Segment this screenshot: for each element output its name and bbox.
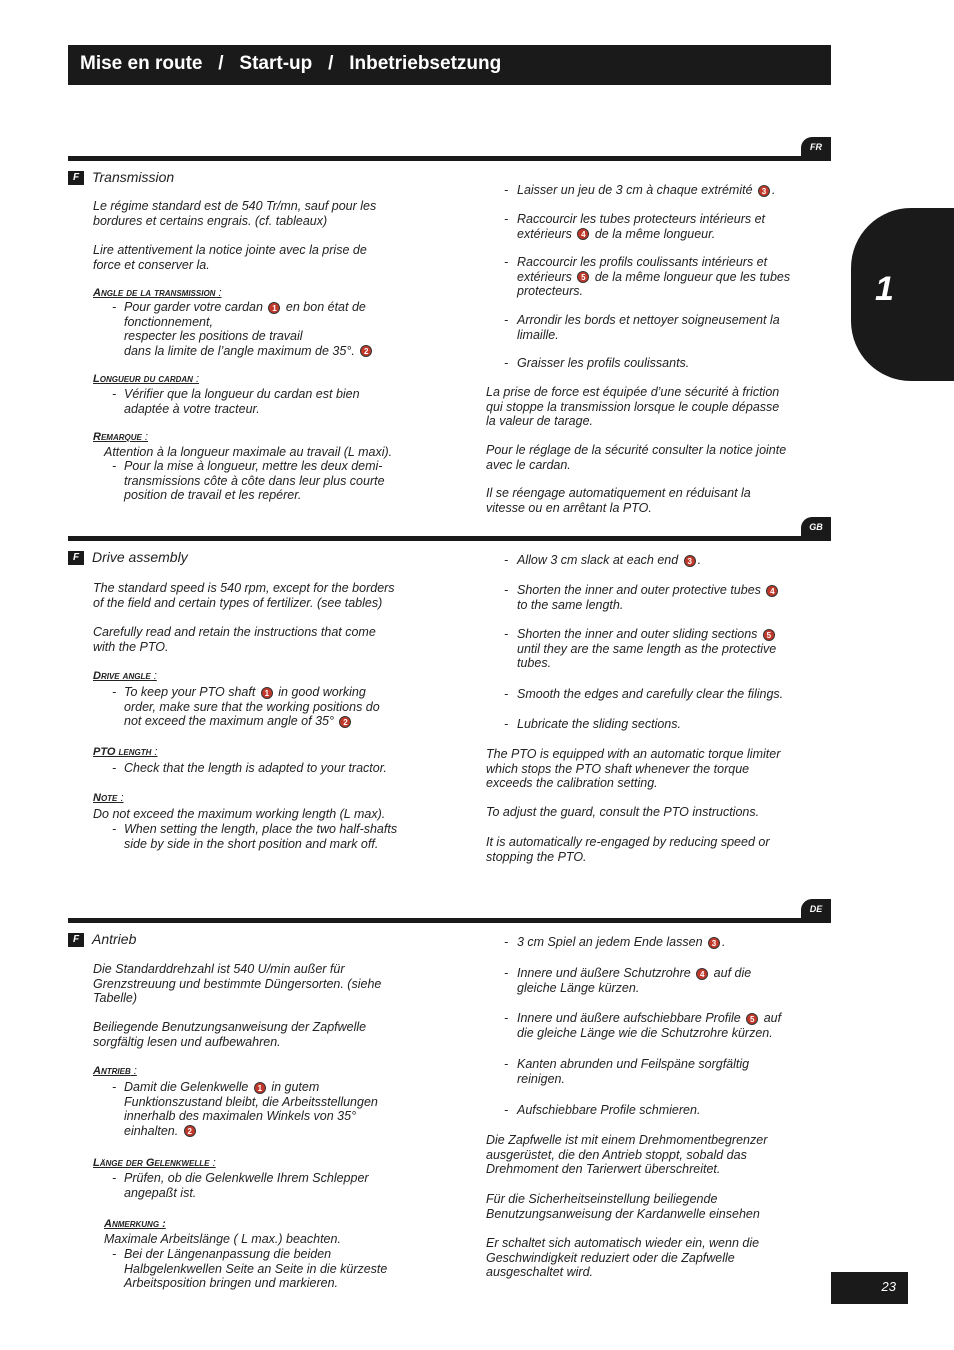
list-item: Raccourcir les profils coulissants intérieurs et extérieurs 5 de la même longueur que les tubes protecteurs. xyxy=(517,255,791,299)
list-item: Damit die Gelenkwelle 1 in gutem Funktionszustand bleibt, die Arbeitsstellungen innerhalb des maximalen Winkels von 35° einhalten. 2 xyxy=(124,1080,378,1138)
list-item: Arrondir les bords et nettoyer soigneusement la limaille. xyxy=(517,313,780,342)
callout-5-icon: 5 xyxy=(577,271,589,283)
paragraph: Il se réengage automatiquement en réduisant la vitesse ou en arrêtant la PTO. xyxy=(486,486,751,515)
section-fr xyxy=(68,137,831,527)
dash: - xyxy=(504,717,509,731)
list-item: To keep your PTO shaft 1 in good working order, make sure that the working positions do not exceed the maximum angle of 35° 2 xyxy=(124,685,380,729)
callout-4-icon: 4 xyxy=(696,968,708,980)
section-title: Transmission xyxy=(92,169,175,185)
paragraph: Die Zapfwelle ist mit einem Drehmomentbegrenzer ausgerüstet, die den Antrieb stoppt, sobald das Drehmoment den Tarierwert überschreitet. xyxy=(486,1133,768,1177)
lang-badge-de: DE xyxy=(801,899,831,921)
page-header xyxy=(68,45,831,85)
dash: - xyxy=(504,687,509,701)
paragraph: Carefully read and retain the instructions that come with the PTO. xyxy=(93,625,376,654)
dash: - xyxy=(112,761,117,775)
subheading: Drive angle : xyxy=(93,670,157,682)
dash: - xyxy=(112,685,117,699)
chapter-tab xyxy=(851,208,954,381)
list-item: 3 cm Spiel an jedem Ende lassen 3 . xyxy=(517,935,726,949)
list-item: Graisser les profils coulissants. xyxy=(517,356,690,370)
paragraph: Le régime standard est de 540 Tr/mn, sauf pour les bordures et certains engrais. (cf. tableaux) xyxy=(93,199,377,228)
callout-2-icon: 2 xyxy=(184,1125,196,1137)
dash: - xyxy=(112,1247,117,1261)
list-item: Kanten abrunden und Feilspäne sorgfältig reinigen. xyxy=(517,1057,750,1086)
paragraph: Beiliegende Benutzungsanweisung der Zapfwelle sorgfältig lesen und aufbewahren. xyxy=(93,1020,367,1049)
chapter-number: 1 xyxy=(875,270,894,308)
list-item: Aufschiebbare Profile schmieren. xyxy=(517,1103,701,1117)
paragraph: It is automatically re-engaged by reducing speed or stopping the PTO. xyxy=(486,835,770,864)
section-de xyxy=(68,899,831,1299)
f-marker: F xyxy=(68,551,84,565)
page-title: Mise en route / Start-up / Inbetriebsetzung xyxy=(80,53,502,74)
callout-3-icon: 3 xyxy=(708,937,720,949)
f-marker: F xyxy=(68,171,84,185)
list-item: Prüfen, ob die Gelenkwelle Ihrem Schlepper angepaßt ist. xyxy=(124,1171,369,1200)
list-item: Check that the length is adapted to your tractor. xyxy=(124,761,387,775)
subheading: Longueur du cardan : xyxy=(93,373,200,385)
list-item: Laisser un jeu de 3 cm à chaque extrémité 3 . xyxy=(517,183,776,197)
list-item: Bei der Längenanpassung die beiden Halbgelenkwellen Seite an Seite in die kürzeste Arbeitsposition bringen und markieren. xyxy=(124,1247,388,1291)
section-divider xyxy=(68,918,831,923)
section-divider xyxy=(68,156,831,161)
callout-2-icon: 2 xyxy=(339,716,351,728)
dash: - xyxy=(112,300,117,314)
section-divider xyxy=(68,536,831,541)
paragraph: Die Standarddrehzahl ist 540 U/min außer für Grenzstreuung und bestimmte Düngersorten. (siehe Tabelle) xyxy=(93,962,382,1006)
callout-1-icon: 1 xyxy=(254,1082,266,1094)
dash: - xyxy=(112,1080,117,1094)
dash: - xyxy=(504,212,509,226)
subheading: PTO length : xyxy=(93,746,158,758)
callout-1-icon: 1 xyxy=(268,302,280,314)
f-marker: F xyxy=(68,933,84,947)
section-title: Antrieb xyxy=(92,931,137,947)
callout-5-icon: 5 xyxy=(763,629,775,641)
paragraph: Attention à la longueur maximale au travail (L maxi). xyxy=(104,445,393,459)
list-item: Shorten the inner and outer protective tubes 4 to the same length. xyxy=(517,583,780,612)
subheading: Remarque : xyxy=(93,431,148,443)
dash: - xyxy=(504,1057,509,1071)
dash: - xyxy=(504,1103,509,1117)
list-item: Pour garder votre cardan 1 en bon état de fonctionnement, respecter les positions de travail dans la limite de l’angle maximum de 35°. 2 xyxy=(124,300,374,358)
subheading: Antrieb : xyxy=(93,1065,137,1077)
paragraph: Do not exceed the maximum working length (L max). xyxy=(93,807,386,821)
callout-1-icon: 1 xyxy=(261,687,273,699)
paragraph: To adjust the guard, consult the PTO instructions. xyxy=(486,805,760,819)
paragraph: Pour le réglage de la sécurité consulter la notice jointe avec le cardan. xyxy=(486,443,787,472)
list-item: Innere und äußere aufschiebbare Profile 5 auf die gleiche Länge wie die Schutzrohre kürzen. xyxy=(517,1011,782,1040)
dash: - xyxy=(504,183,509,197)
dash: - xyxy=(112,459,117,473)
dash: - xyxy=(504,356,509,370)
callout-4-icon: 4 xyxy=(766,585,778,597)
dash: - xyxy=(504,935,509,949)
callout-5-icon: 5 xyxy=(746,1013,758,1025)
lang-badge-gb: GB xyxy=(801,517,831,539)
dash: - xyxy=(112,387,117,401)
list-item: Lubricate the sliding sections. xyxy=(517,717,681,731)
lang-badge-fr: FR xyxy=(801,137,831,159)
dash: - xyxy=(504,627,509,641)
subheading: Angle de la transmission : xyxy=(93,287,222,299)
list-item: Smooth the edges and carefully clear the filings. xyxy=(517,687,784,701)
subheading: Länge der Gelenkwelle : xyxy=(93,1157,216,1169)
callout-3-icon: 3 xyxy=(684,555,696,567)
paragraph: Er schaltet sich automatisch wieder ein, wenn die Geschwindigkeit reduziert oder die Zapfwelle ausgeschaltet wird. xyxy=(486,1236,760,1280)
list-item: Raccourcir les tubes protecteurs intérieurs et extérieurs 4 de la même longueur. xyxy=(517,212,766,241)
section-gb xyxy=(68,517,831,877)
dash: - xyxy=(504,583,509,597)
dash: - xyxy=(504,1011,509,1025)
callout-3-icon: 3 xyxy=(758,185,770,197)
subheading: Anmerkung : xyxy=(104,1218,166,1230)
dash: - xyxy=(504,313,509,327)
list-item: Pour la mise à longueur, mettre les deux demi- transmissions côte à côte dans leur plus courte position de travail et les repérer. xyxy=(124,459,385,503)
callout-2-icon: 2 xyxy=(360,345,372,357)
list-item: Innere und äußere Schutzrohre 4 auf die gleiche Länge kürzen. xyxy=(517,966,752,995)
list-item: Shorten the inner and outer sliding sections 5 until they are the same length as the protective tubes. xyxy=(517,627,777,671)
list-item: Vérifier que la longueur du cardan est bien adaptée à votre tracteur. xyxy=(124,387,360,416)
dash: - xyxy=(112,1171,117,1185)
callout-4-icon: 4 xyxy=(577,228,589,240)
paragraph: Lire attentivement la notice jointe avec la prise de force et conserver la. xyxy=(93,243,367,272)
paragraph: The PTO is equipped with an automatic torque limiter which stops the PTO shaft whenever the torque exceeds the calibration setting. xyxy=(486,747,781,791)
section-title: Drive assembly xyxy=(92,549,188,565)
dash: - xyxy=(112,822,117,836)
dash: - xyxy=(504,966,509,980)
paragraph: Maximale Arbeitslänge ( L max.) beachten. xyxy=(104,1232,341,1246)
paragraph: La prise de force est équipée d’une sécurité à friction qui stoppe la transmission lorsque le couple dépasse la valeur de tarage. xyxy=(486,385,780,429)
page-number: 23 xyxy=(831,1272,908,1304)
subheading: Note : xyxy=(93,792,124,804)
paragraph: The standard speed is 540 rpm, except for the borders of the field and certain types of fertilizer. (see tables) xyxy=(93,581,395,610)
paragraph: Für die Sicherheitseinstellung beiliegende Benutzungsanweisung der Kardanwelle einsehen xyxy=(486,1192,760,1221)
dash: - xyxy=(504,255,509,269)
list-item: Allow 3 cm slack at each end 3 . xyxy=(517,553,702,567)
dash: - xyxy=(504,553,509,567)
list-item: When setting the length, place the two half-shafts side by side in the short position and mark off. xyxy=(124,822,398,851)
